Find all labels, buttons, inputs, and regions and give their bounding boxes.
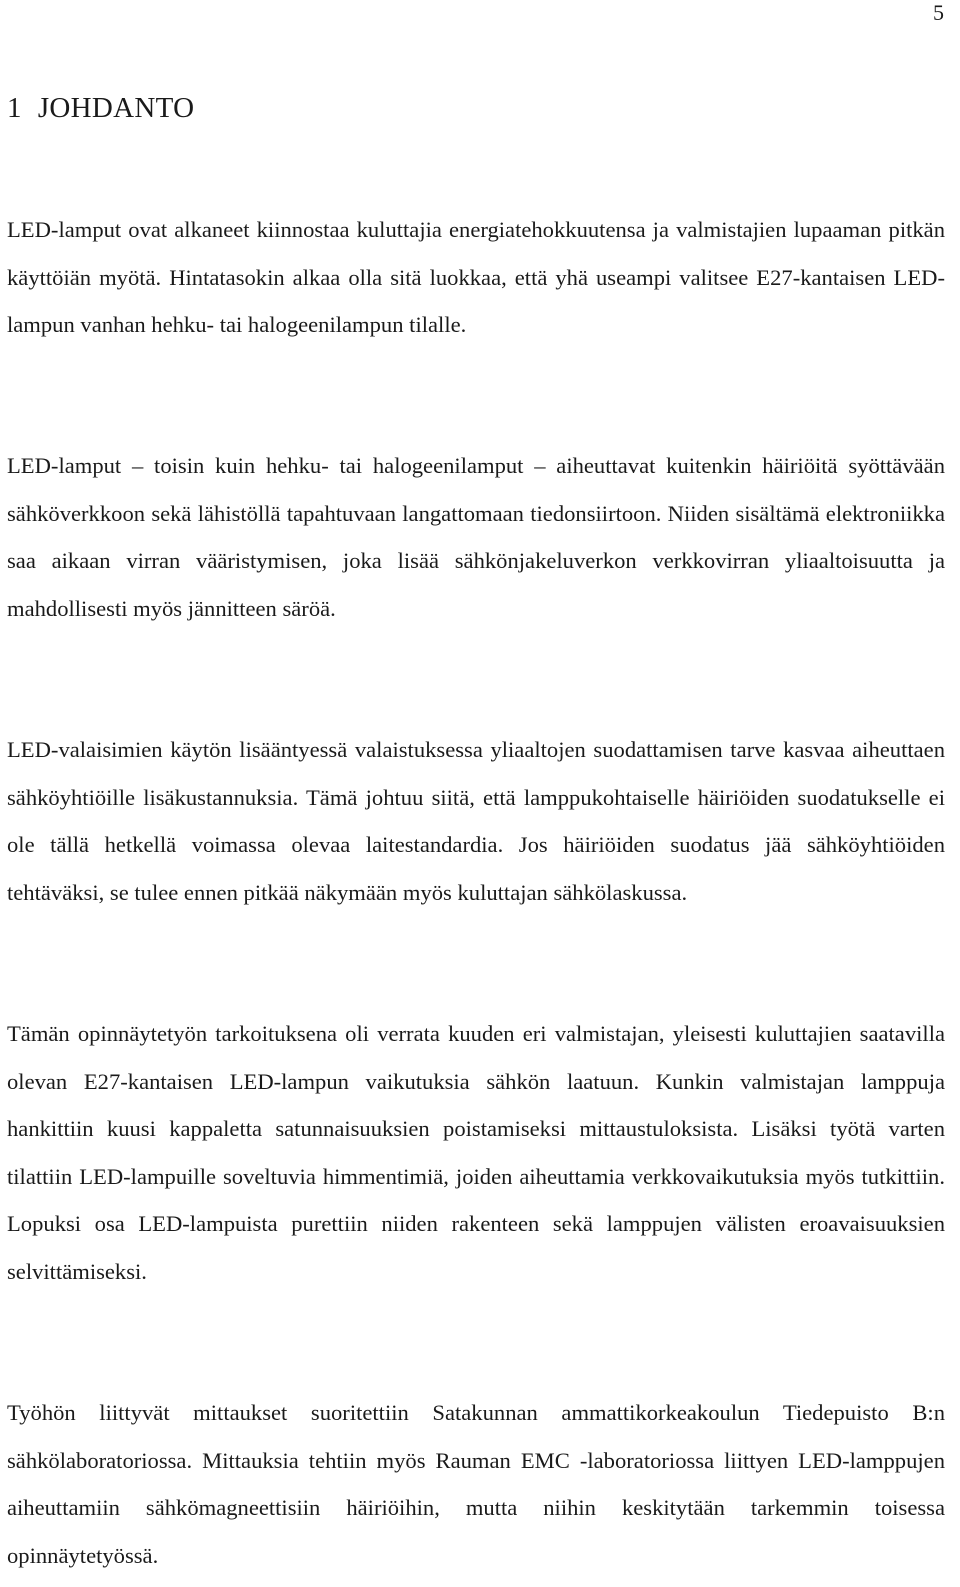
section-number: 1 bbox=[7, 92, 22, 124]
section-title: JOHDANTO bbox=[37, 92, 195, 124]
paragraph-intro: LED-lamput ovat alkaneet kiinnostaa kuluttajia energiatehokkuutensa ja valmistajien lupaaman pitkän käyttöiän myötä. Hintatasokin alkaa olla sitä luokkaa, että yhä useampi valitsee E27-kantaisen LED-lampun vanhan hehku- tai halogeenilampun tilalle. bbox=[7, 217, 945, 338]
paragraph-interference: LED-lamput – toisin kuin hehku- tai halogeenilamput – aiheuttavat kuitenkin häiriöitä syöttävään sähköverkkoon sekä lähistöllä tapahtuvaan langattomaan tiedonsiirtoon. Niiden sisältämä elektroniikka saa aikaan virran vääristymisen, joka lisää sähkönjakeluverkon verkkovirran yliaaltoisuutta ja mahdollisesti myös jännitteen säröä. bbox=[7, 453, 945, 621]
paragraph-measurements: Työhön liittyvät mittaukset suoritettiin Satakunnan ammattikorkeakoulun Tiedepuisto B:n sähkölaboratoriossa. Mittauksia tehtiin myös Rauman EMC -laboratoriossa liittyen LED-lamppujen aiheuttamiin sähkömagneettisiin häiriöihin, mutta niihin keskitytään tarkemmin toisessa opinnäytetyössä. bbox=[7, 1400, 945, 1568]
paragraph-purpose: Tämän opinnäytetyön tarkoituksena oli verrata kuuden eri valmistajan, yleisesti kuluttajien saatavilla olevan E27-kantaisen LED-lampun vaikutuksia sähkön laatuun. Kunkin valmistajan lamppuja hankittiin kuusi kappaletta satunnaisuuksien poistamiseksi mittaustuloksista. Lisäksi työtä varten tilattiin LED-lampuille soveltuvia himmentimiä, joiden aiheuttamia verkkovaikutuksia myös tutkittiin. Lopuksi osa LED-lampuista purettiin niiden rakenteen sekä lamppujen välisten eroavaisuuksien selvittämiseksi. bbox=[7, 1021, 945, 1284]
paragraph-costs: LED-valaisimien käytön lisääntyessä valaistuksessa yliaaltojen suodattamisen tarve kasvaa aiheuttaen sähköyhtiöille lisäkustannuksia. Tämä johtuu siitä, että lamppukohtaiselle häiriöiden suodatukselle ei ole tällä hetkellä voimassa olevaa laitestandardia. Jos häiriöiden suodatus jää sähköyhtiöiden tehtäväksi, se tulee ennen pitkää näkymään myös kuluttajan sähkölaskussa. bbox=[7, 737, 945, 905]
page-number: 5 bbox=[933, 0, 944, 25]
section-heading bbox=[7, 88, 194, 128]
